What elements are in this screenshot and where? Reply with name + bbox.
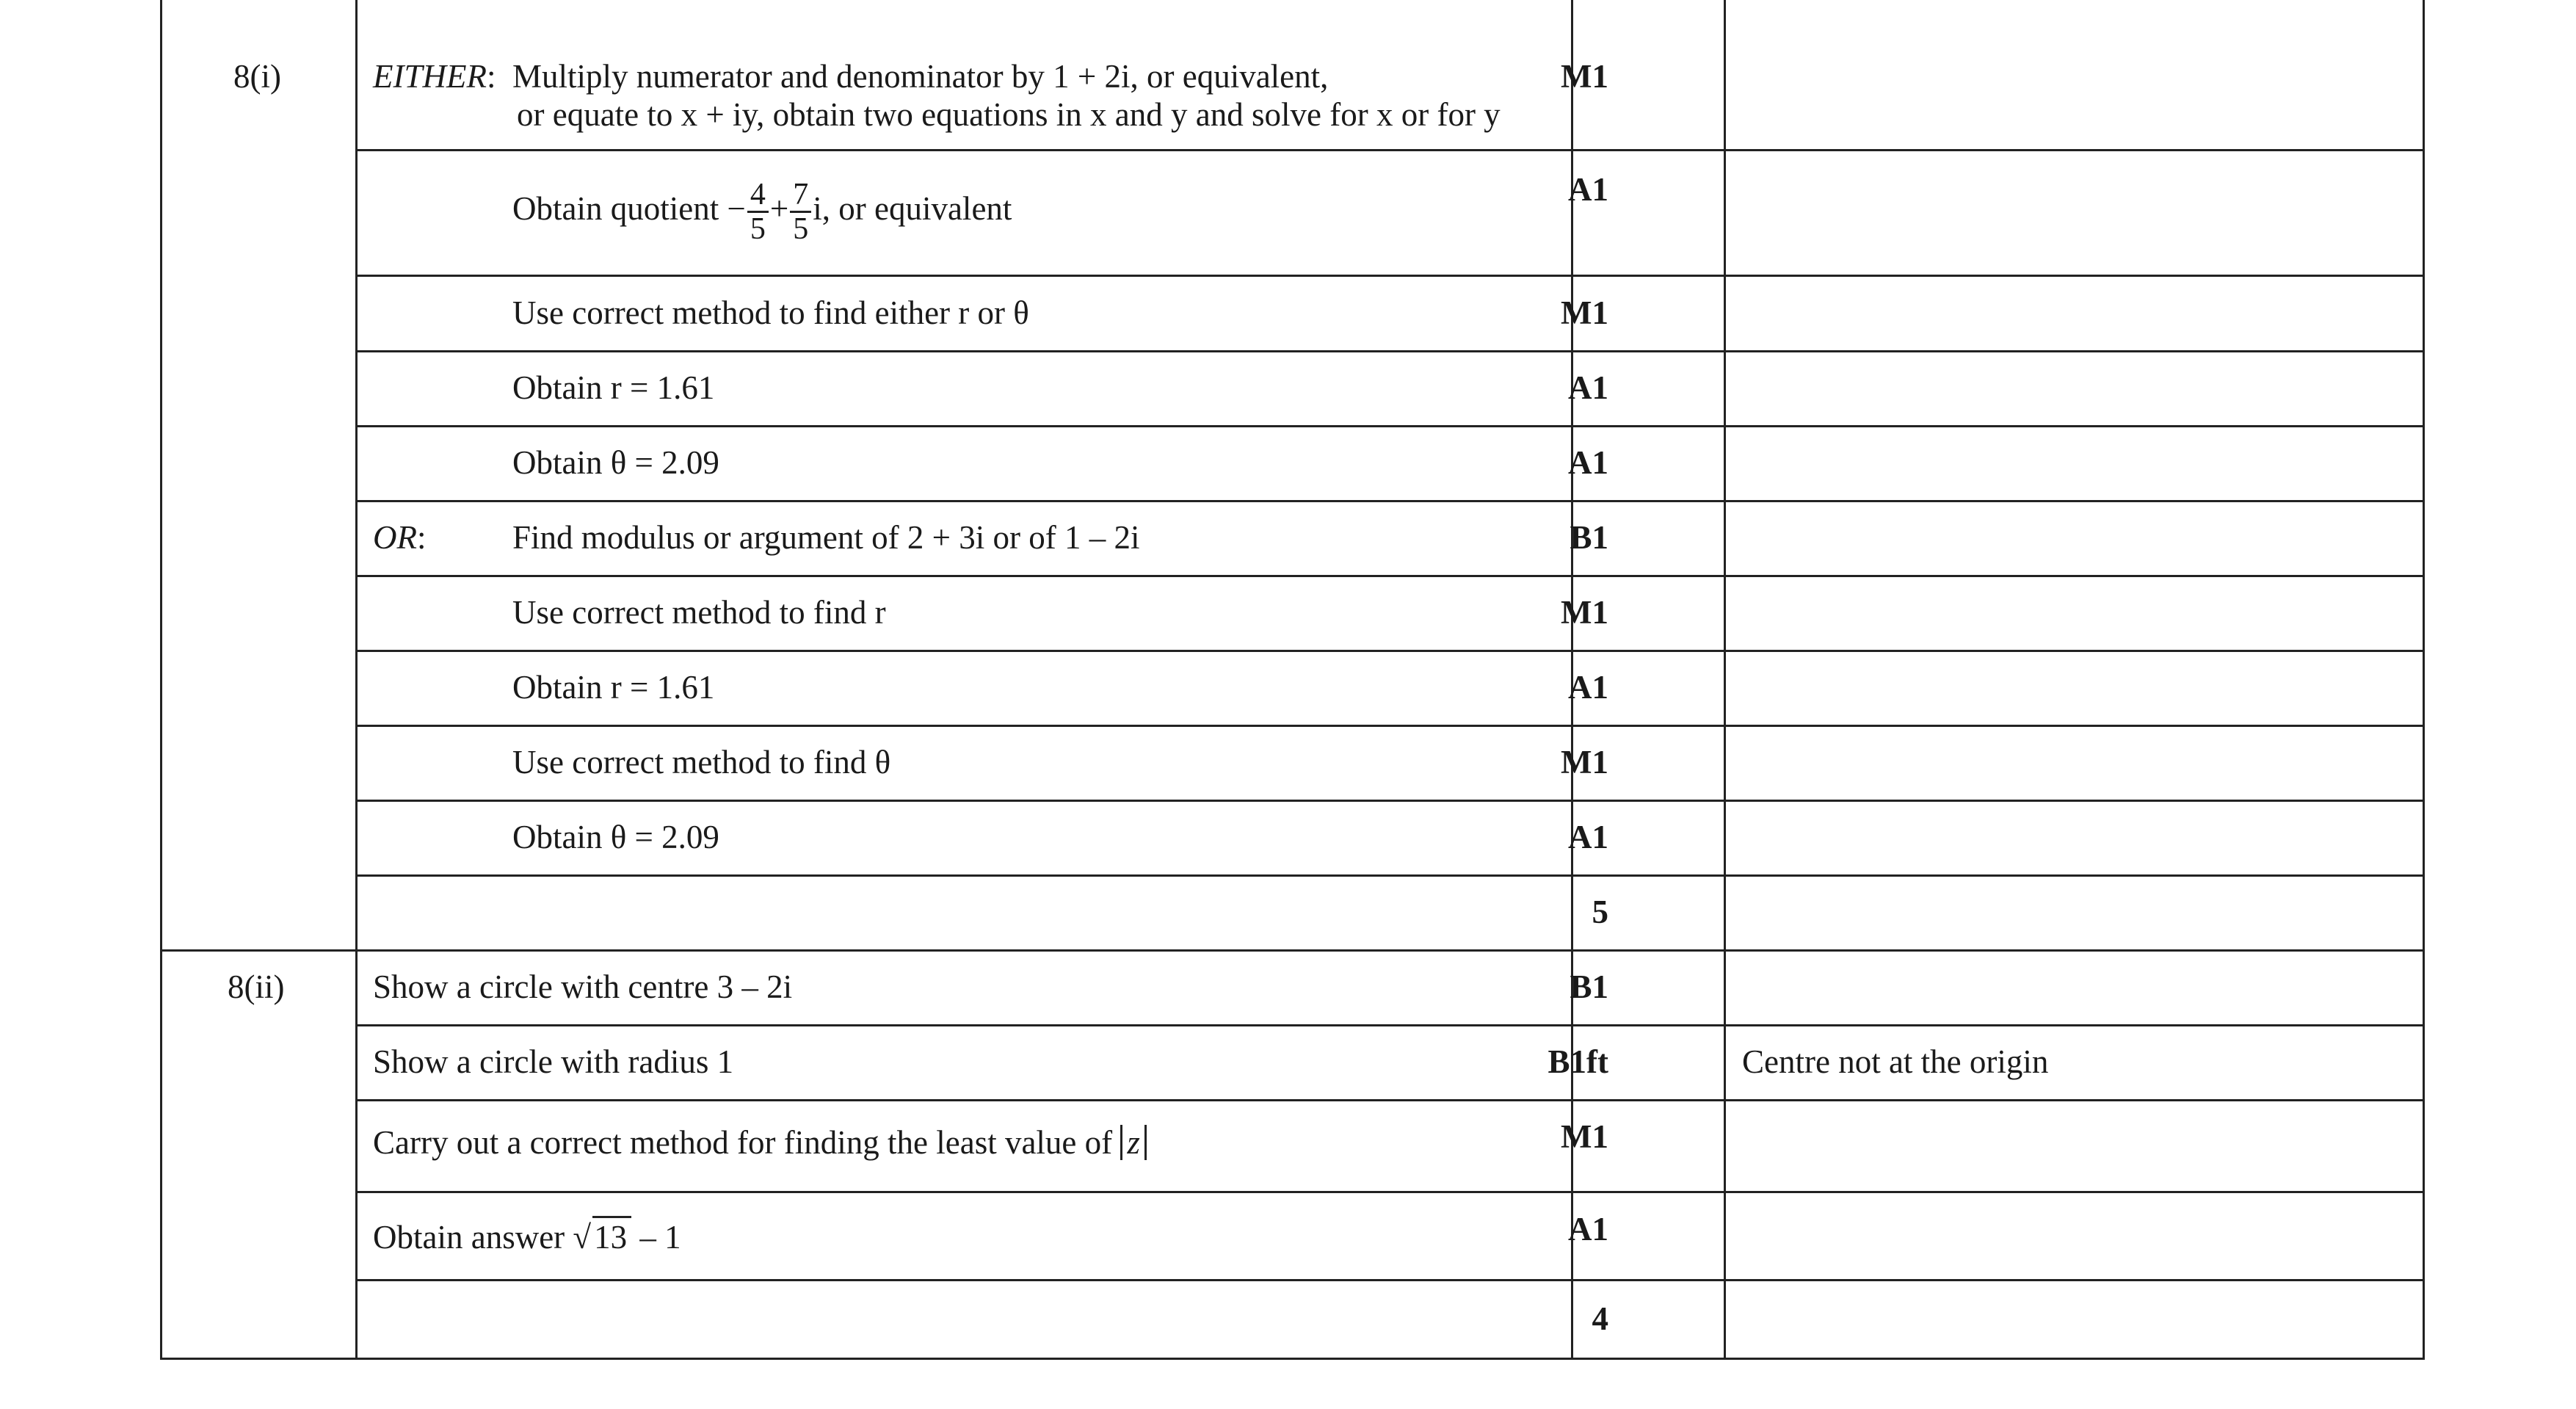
table-border-bottom — [160, 1358, 2425, 1360]
row-divider — [355, 575, 2425, 577]
question-divider — [160, 949, 2425, 952]
answer-step: Show a circle with centre 3 – 2i — [373, 968, 793, 1005]
or-label: OR: — [373, 519, 427, 556]
table-border-right — [2423, 0, 2425, 1360]
answer-step: Obtain θ = 2.09 — [512, 819, 719, 855]
either-method-line-2: or equate to x + iy, obtain two equations in x and y and solve for x or for y — [517, 96, 1501, 133]
row-divider — [355, 800, 2425, 802]
least-value-text: Carry out a correct method for finding the least value of — [373, 1124, 1113, 1161]
guidance-note: Centre not at the origin — [1742, 1043, 2049, 1080]
question-number-8ii: 8(ii) — [228, 968, 285, 1005]
column-divider-marks — [1724, 0, 1726, 1360]
answer-prefix: Obtain answer — [373, 1219, 565, 1256]
quotient-suffix: i, or equivalent — [813, 190, 1012, 227]
answer-step — [373, 1123, 1147, 1162]
answer-step: Use correct method to find r — [512, 594, 886, 631]
row-divider — [355, 149, 2425, 151]
total-marks-8ii: 4 — [1592, 1300, 1608, 1337]
answer-step: Obtain r = 1.61 — [512, 369, 715, 406]
answer-step — [373, 1216, 681, 1256]
mark-b1: B1 — [1570, 519, 1608, 556]
sqrt-radicand: 13 — [592, 1216, 631, 1256]
answer-step: Find modulus or argument of 2 + 3i or of 1 – 2i — [512, 519, 1140, 556]
obtain-quotient-line — [512, 176, 1012, 245]
column-divider-question — [355, 0, 358, 1360]
mark-m1: M1 — [1561, 1118, 1608, 1155]
row-divider — [355, 650, 2425, 652]
question-number-8i: 8(i) — [233, 58, 281, 95]
answer-step: Obtain θ = 2.09 — [512, 444, 719, 481]
row-divider — [355, 1279, 2425, 1281]
mark-a1: A1 — [1568, 819, 1608, 855]
answer-step: Use correct method to find θ — [512, 744, 891, 780]
quotient-prefix: Obtain quotient — [512, 190, 719, 227]
fraction-seven-fifths: $\frac{7}{5}$ — [790, 178, 811, 245]
row-divider — [355, 275, 2425, 277]
either-method-line-1: Multiply numerator and denominator by 1 + 2i, or equivalent, — [512, 58, 1329, 95]
mark-scheme-table — [160, 0, 2425, 1360]
row-divider — [355, 725, 2425, 727]
fraction-four-fifths: $\frac{4}{5}$ — [747, 178, 769, 245]
modulus-z: z — [1120, 1125, 1147, 1160]
mark-b1: B1 — [1570, 968, 1608, 1005]
answer-step: Use correct method to find either r or θ — [512, 294, 1029, 331]
row-divider — [355, 1099, 2425, 1101]
sqrt-sign: √ — [573, 1219, 592, 1256]
answer-step: Show a circle with radius 1 — [373, 1043, 734, 1080]
total-marks-8i: 5 — [1592, 894, 1608, 930]
row-divider — [355, 1191, 2425, 1193]
row-divider — [355, 425, 2425, 427]
mark-a1: A1 — [1568, 1211, 1608, 1247]
answer-suffix: – 1 — [639, 1219, 681, 1256]
quotient-minus: − — [727, 190, 746, 227]
table-border-left — [160, 0, 162, 1360]
row-divider — [355, 1024, 2425, 1026]
row-divider — [355, 350, 2425, 352]
mark-a1: A1 — [1568, 669, 1608, 706]
row-divider — [355, 874, 2425, 877]
either-label: EITHER: — [373, 58, 496, 95]
mark-a1: A1 — [1568, 369, 1608, 406]
mark-m1: M1 — [1561, 294, 1608, 331]
mark-a1: A1 — [1568, 444, 1608, 481]
mark-m1: M1 — [1561, 58, 1608, 95]
mark-m1: M1 — [1561, 594, 1608, 631]
row-divider — [355, 500, 2425, 502]
mark-a1: A1 — [1568, 171, 1608, 208]
quotient-plus: + — [769, 190, 789, 227]
mark-m1: M1 — [1561, 744, 1608, 780]
answer-step: Obtain r = 1.61 — [512, 669, 715, 706]
mark-b1ft: B1ft — [1548, 1043, 1608, 1080]
